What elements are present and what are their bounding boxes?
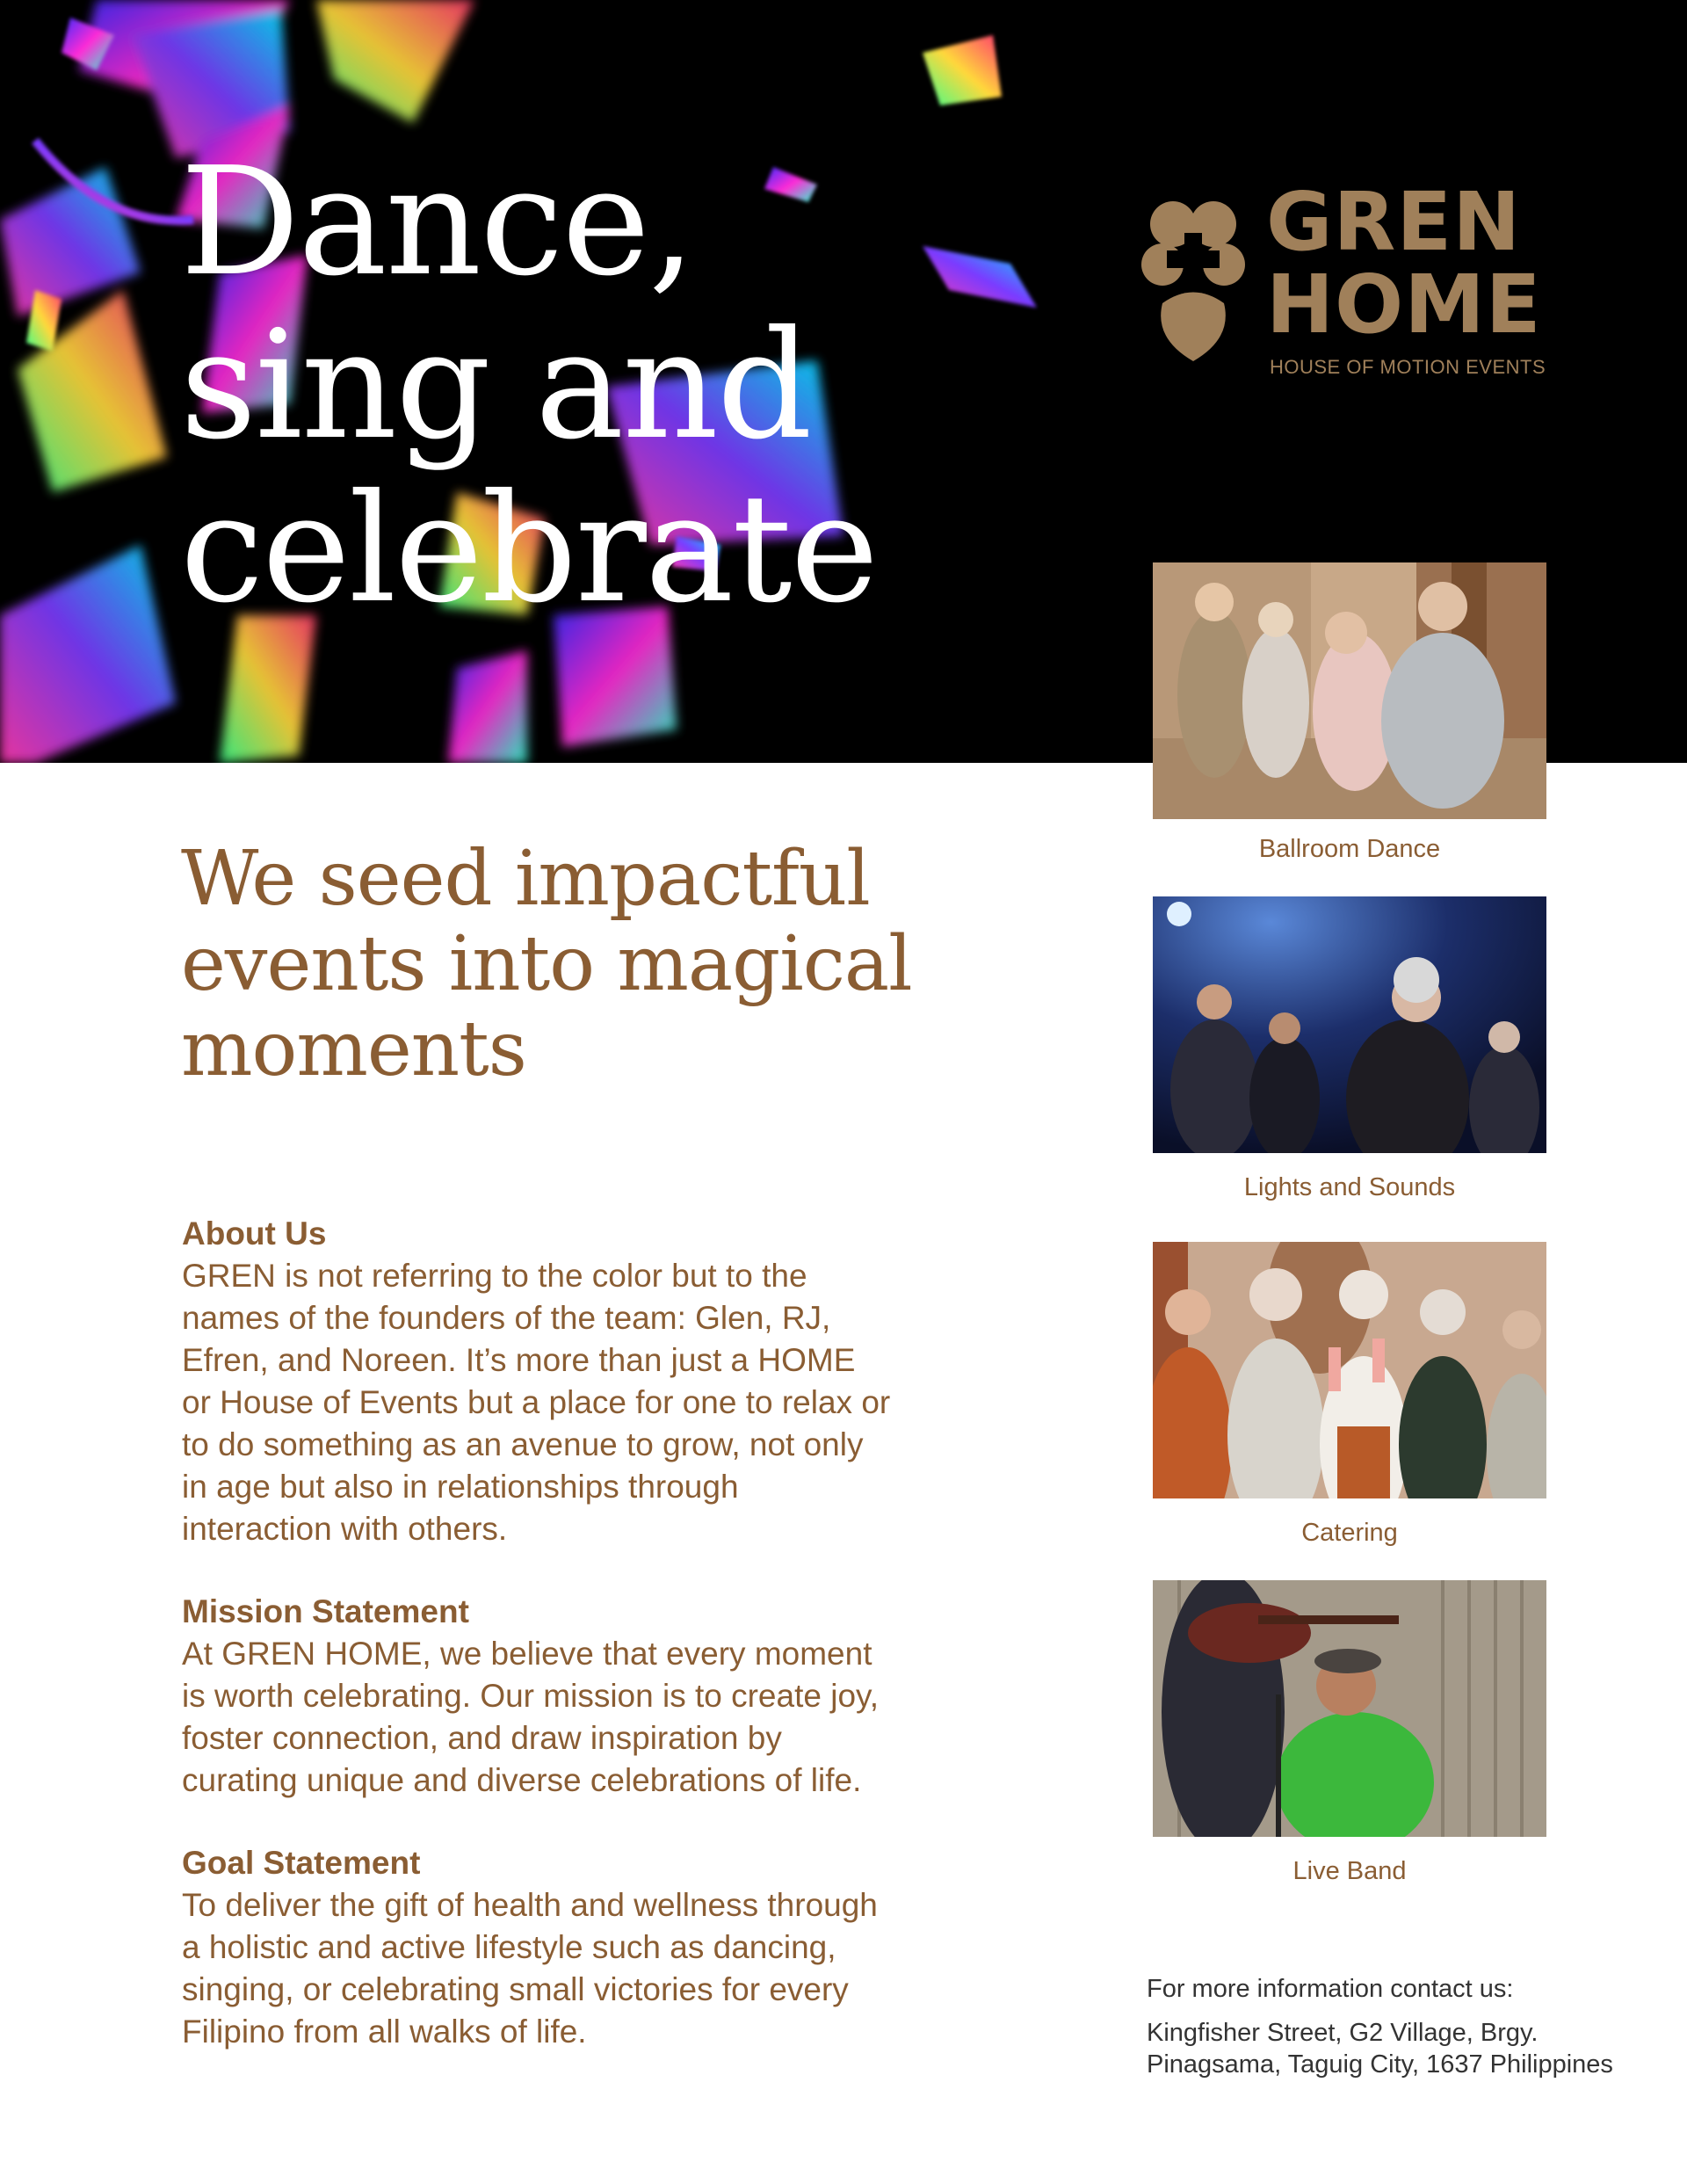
body-line: At GREN HOME, we believe that every moment [182, 1636, 872, 1672]
body-line: Filipino from all walks of life. [182, 2013, 587, 2050]
section-body [182, 1633, 973, 1802]
body-line: to do something as an avenue to grow, not only [182, 1426, 864, 1462]
hero-headline-line: Dance, [180, 135, 694, 309]
section-body [182, 1884, 973, 2053]
section-heading: Goal Statement [182, 1845, 421, 1881]
catering-photo [1153, 1242, 1546, 1498]
address-line: Kingfisher Street, G2 Village, Brgy. [1147, 2019, 1539, 2047]
body-line: interaction with others. [182, 1511, 508, 1547]
contact-address [1147, 2017, 1674, 2080]
tagline-line: We seed impactful [181, 835, 870, 923]
logo-tagline: HOUSE OF MOTION EVENTS [1270, 356, 1546, 378]
ballroom-dance-photo [1153, 562, 1546, 819]
hero-headline-line: sing and [180, 299, 811, 473]
service-caption: Catering [1301, 1519, 1398, 1547]
address-line: Pinagsama, Taguig City, 1637 Philippines [1147, 2050, 1613, 2079]
section-heading: Mission Statement [182, 1593, 469, 1629]
service-caption: Lights and Sounds [1243, 1173, 1456, 1201]
body-line: foster connection, and draw inspiration by [182, 1720, 782, 1756]
body-line: curating unique and diverse celebrations of life. [182, 1762, 862, 1798]
body-line: GREN is not referring to the color but to the [182, 1258, 807, 1294]
body-line: or House of Events but a place for one to relax or [182, 1384, 891, 1420]
body-line: singing, or celebrating small victories for every [182, 1971, 849, 2007]
service-live-band [1153, 1580, 1546, 1885]
tagline-line: moments [181, 1005, 526, 1093]
contact-block [1147, 1973, 1674, 2080]
about-section [182, 1213, 973, 1550]
service-catering [1153, 1242, 1546, 1547]
section-body [182, 1255, 973, 1550]
hero-headline [180, 135, 878, 636]
service-lights-and-sounds [1153, 896, 1546, 1201]
logo-word-home: HOME [1266, 258, 1542, 352]
body-line: Efren, and Noreen. It’s more than just a HOME [182, 1342, 856, 1378]
tagline-heading [181, 837, 1016, 1092]
service-ballroom-dance [1153, 562, 1546, 863]
logo-word-gren: GREN [1266, 175, 1522, 269]
body-line: a holistic and active lifestyle such as dancing, [182, 1929, 836, 1965]
clover-heart-icon [1136, 189, 1250, 365]
body-line: names of the founders of the team: Glen, RJ, [182, 1300, 831, 1336]
contact-lead: For more information contact us: [1147, 1975, 1514, 2003]
brand-logo [1136, 175, 1549, 382]
goal-section [182, 1842, 973, 2053]
service-caption: Live Band [1292, 1857, 1407, 1885]
tagline-line: events into magical [181, 920, 912, 1008]
mission-section [182, 1591, 973, 1802]
live-band-photo [1153, 1580, 1546, 1837]
service-caption: Ballroom Dance [1258, 835, 1441, 863]
hero-headline-line: celebrate [180, 462, 878, 636]
lights-and-sounds-photo [1153, 896, 1546, 1153]
body-line: is worth celebrating. Our mission is to create joy, [182, 1678, 880, 1714]
section-heading: About Us [182, 1215, 327, 1252]
body-line: in age but also in relationships through [182, 1469, 739, 1505]
body-line: To deliver the gift of health and wellness through [182, 1887, 878, 1923]
